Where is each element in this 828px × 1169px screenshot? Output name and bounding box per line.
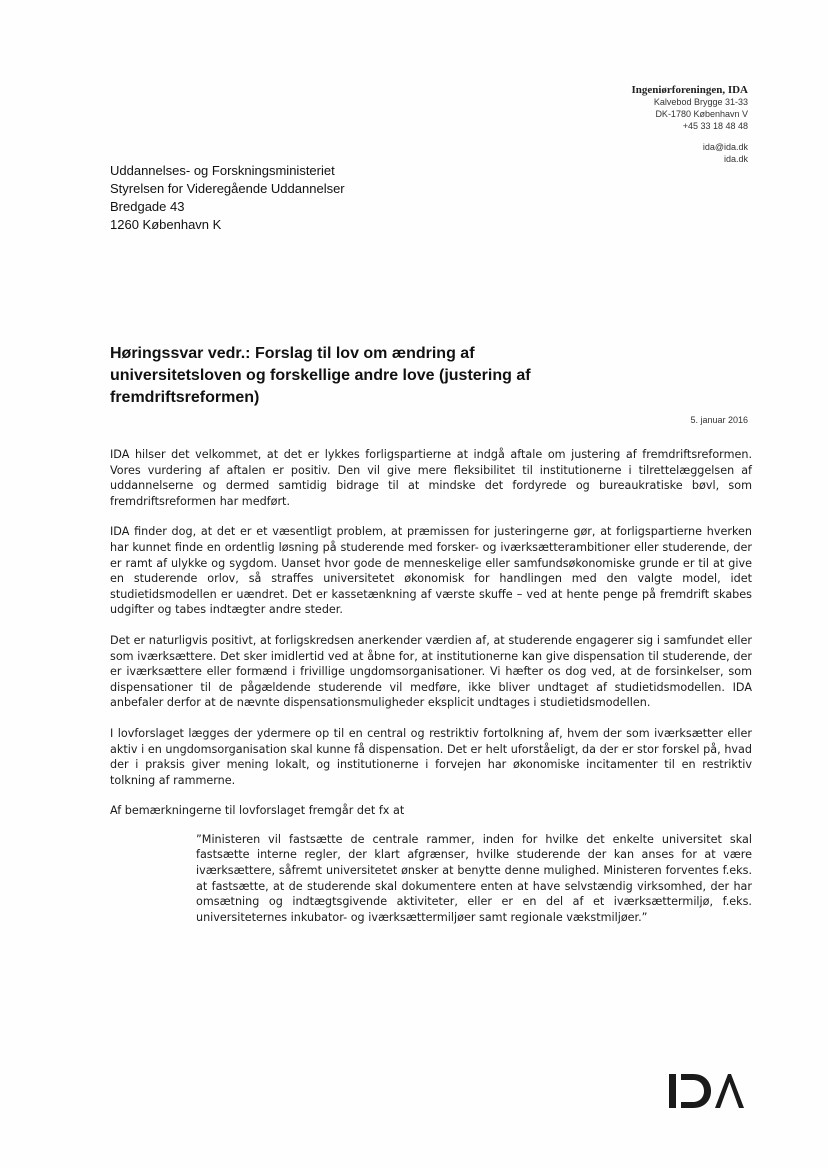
- sender-email: ida@ida.dk: [702, 142, 748, 152]
- body-paragraph: IDA finder dog, at det er et væsentligt problem, at præmissen for justeringerne gør, at forligspartierne hverken har kunnet finde en ordentlig løsning på studerende med forsker- og iværksætterambitioner eller studerende, der er ramt af ulykke og sygdom. Uanset hvor gode de menneskelige eller samfundsøkonomiske grunde er til at give en studerende orlov, så straffes universitetet økonomisk for handlingen med den valgte model, idet studietidsmodellen er uændret. Det er kassetænkning af værste skuffe – ved at hente penge på fremdrift skabes udgifter og tabes indtægter andre steder.: [110, 525, 752, 617]
- logo-d-shape: [681, 1074, 711, 1108]
- sender-city: DK-1780 København V: [655, 109, 748, 119]
- logo-i-bar: [669, 1074, 676, 1108]
- quote-intro: Af bemærkningerne til lovforslaget fremgår det fx at: [110, 804, 405, 818]
- sender-web: ida.dk: [723, 154, 748, 164]
- recipient-line: Styrelsen for Videregående Uddannelser: [110, 181, 345, 196]
- ida-logo: [669, 1072, 749, 1112]
- block-quote: ”Ministeren vil fastsætte de centrale rammer, inden for hvilke det enkelte universitet skal fastsætte interne regler, der klart afgrænser, hvilke studerende der kan anses for at være iværksættere, såfremt universitetet ønsker at benytte denne mulighed. Ministeren forventes f.eks. at fastsætte, at de studerende skal dokumentere enten at have selvstændig virksomhed, der har omsætning og indtægtsgivende aktiviteter, eller er en del af et iværksættermiljø, f.eks. universiteternes inkubator- og iværksættermiljøer samt regionale vækstmiljøer.”: [196, 832, 752, 924]
- letter-date: 5. januar 2016: [690, 415, 748, 425]
- body-paragraph: Det er naturligvis positivt, at forligskredsen anerkender værdien af, at studerende engagerer sig i samfundet eller som iværksættere. Det sker imidlertid ved at åbne for, at institutionerne kan give dispensation til studerende, der er iværksættere eller formænd i frivillige ungdomsorganisationer. Vi hæfter os dog ved, at de forsinkelser, som dispensationer til de pågældende studerende vil medføre, ikke bliver undtaget af studietidsmodellen. IDA anbefaler derfor at de nævnte dispensationsmuligheder eksplicit undtages i studietidsmodellen.: [110, 633, 752, 710]
- body-paragraph: I lovforslaget lægges der ydermere op til en central og restriktiv fortolkning af, hvem der som iværksætter eller aktiv i en ungdomsorganisation skal kunne få dispensation. Det er helt uforståeligt, da der er stor forskel på, hvad der i praksis giver mening lokalt, og institutionerne i forvejen har økonomiske incitamenter til en restriktiv tolkning af rammerne.: [110, 726, 752, 787]
- recipient-line: Uddannelses- og Forskningsministeriet: [110, 163, 335, 178]
- ida-logo-icon: [669, 1072, 749, 1112]
- body-paragraph: IDA hilser det velkommet, at det er lykkes forligspartierne at indgå aftale om justering af fremdriftsreformen. Vores vurdering af aftalen er positiv. Den vil give mere fleksibilitet til institutionerne i tilrettelæggelsen af uddannelserne og dermed samtidig bidrage til at mindske det fordyrede og bureaukratiske bøvl, som fremdriftsreformen har medført.: [110, 448, 752, 508]
- sender-street: Kalvebod Brygge 31-33: [653, 97, 748, 107]
- sender-gap: [631, 132, 748, 141]
- letter-body: [110, 447, 752, 925]
- letter-subject: Høringssvar vedr.: Forslag til lov om ændring af universitetsloven og forskellige andre love (justering af fremdriftsreformen): [110, 345, 531, 406]
- recipient-line: Bredgade 43: [110, 199, 185, 214]
- recipient-line: 1260 København K: [110, 217, 222, 232]
- recipient-address: [110, 162, 345, 234]
- sender-phone: +45 33 18 48 48: [682, 121, 748, 131]
- logo-a-shape: [715, 1074, 744, 1108]
- sender-organization: Ingeniørforeningen, IDA: [631, 84, 748, 96]
- sender-block: [631, 84, 748, 165]
